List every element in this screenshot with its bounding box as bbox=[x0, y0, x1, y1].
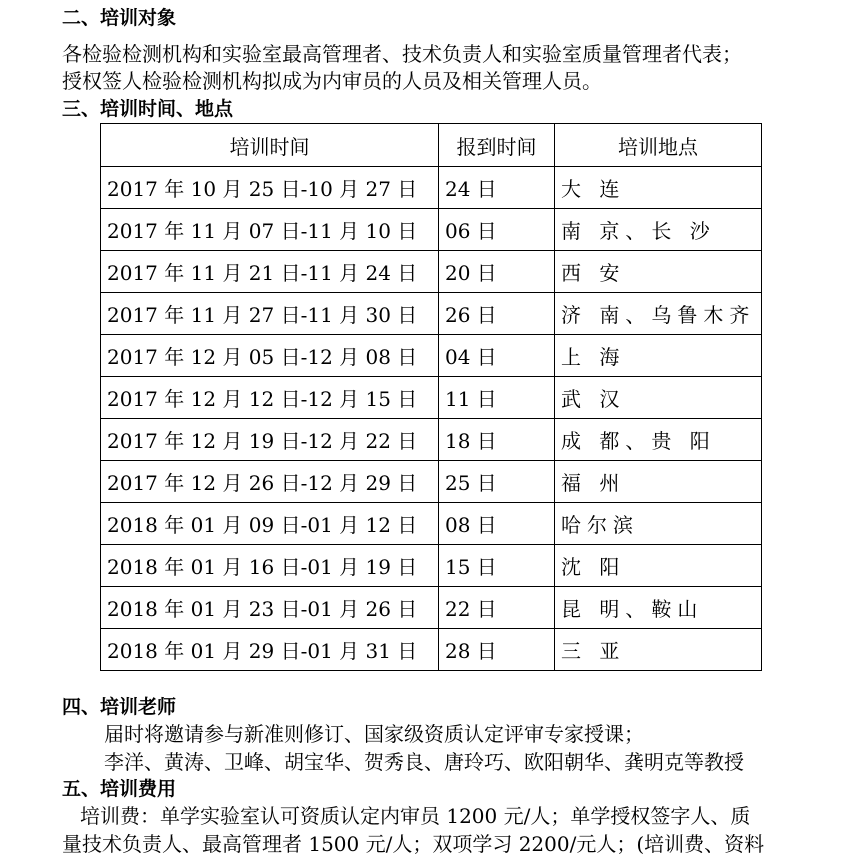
table-row bbox=[101, 545, 762, 587]
table-row bbox=[101, 419, 762, 461]
cell-training-time: 2018 年 01 月 29 日-01 月 31 日 bbox=[101, 629, 439, 671]
cell-training-location: 上 海 bbox=[555, 335, 762, 377]
table-row bbox=[101, 335, 762, 377]
table-row bbox=[101, 293, 762, 335]
cell-checkin-time: 28 日 bbox=[439, 629, 555, 671]
section-4-heading: 四、培训老师 bbox=[62, 696, 177, 718]
cell-training-location: 成 都、贵 阳 bbox=[555, 419, 762, 461]
cell-checkin-time: 22 日 bbox=[439, 587, 555, 629]
schedule-table bbox=[100, 123, 762, 671]
section-5-text-line-1: 培训费：单学实验室认可资质认定内审员 1200 元/人；单学授权签字人、质 bbox=[80, 804, 751, 828]
table-row bbox=[101, 629, 762, 671]
cell-training-time: 2017 年 11 月 21 日-11 月 24 日 bbox=[101, 251, 439, 293]
section-4-text-line-2: 李洋、黄涛、卫峰、胡宝华、贺秀良、唐玲巧、欧阳朝华、龚明克等教授 bbox=[104, 750, 744, 774]
cell-checkin-time: 18 日 bbox=[439, 419, 555, 461]
section-5-heading: 五、培训费用 bbox=[62, 778, 177, 800]
table-row bbox=[101, 587, 762, 629]
cell-training-location: 济 南、乌鲁木齐 bbox=[555, 293, 762, 335]
cell-checkin-time: 11 日 bbox=[439, 377, 555, 419]
cell-training-location: 福 州 bbox=[555, 461, 762, 503]
cell-training-time: 2017 年 10 月 25 日-10 月 27 日 bbox=[101, 167, 439, 209]
cell-checkin-time: 25 日 bbox=[439, 461, 555, 503]
table-row bbox=[101, 377, 762, 419]
cell-training-time: 2018 年 01 月 23 日-01 月 26 日 bbox=[101, 587, 439, 629]
cell-training-location: 哈尔滨 bbox=[555, 503, 762, 545]
section-4-text-line-1: 届时将邀请参与新准则修订、国家级资质认定评审专家授课； bbox=[104, 722, 644, 746]
cell-checkin-time: 15 日 bbox=[439, 545, 555, 587]
cell-training-location: 三 亚 bbox=[555, 629, 762, 671]
cell-training-location: 武 汉 bbox=[555, 377, 762, 419]
cell-training-location: 西 安 bbox=[555, 251, 762, 293]
table-row bbox=[101, 461, 762, 503]
section-2-text-line-1: 各检验检测机构和实验室最高管理者、技术负责人和实验室质量管理者代表； bbox=[62, 42, 742, 66]
cell-training-time: 2017 年 12 月 12 日-12 月 15 日 bbox=[101, 377, 439, 419]
cell-training-location: 沈 阳 bbox=[555, 545, 762, 587]
cell-checkin-time: 24 日 bbox=[439, 167, 555, 209]
section-3-heading: 三、培训时间、地点 bbox=[62, 98, 234, 120]
header-training-time: 培训时间 bbox=[101, 124, 439, 167]
header-checkin-time: 报到时间 bbox=[439, 124, 555, 167]
section-2-heading: 二、培训对象 bbox=[62, 7, 177, 29]
cell-training-location: 昆 明、鞍山 bbox=[555, 587, 762, 629]
cell-training-location: 大 连 bbox=[555, 167, 762, 209]
cell-training-time: 2017 年 11 月 07 日-11 月 10 日 bbox=[101, 209, 439, 251]
cell-checkin-time: 04 日 bbox=[439, 335, 555, 377]
table-row bbox=[101, 503, 762, 545]
cell-checkin-time: 06 日 bbox=[439, 209, 555, 251]
cell-checkin-time: 26 日 bbox=[439, 293, 555, 335]
cell-training-time: 2017 年 11 月 27 日-11 月 30 日 bbox=[101, 293, 439, 335]
section-5-text-line-2: 量技术负责人、最高管理者 1500 元/人；双项学习 2200/元人；(培训费、资料 bbox=[62, 832, 765, 856]
cell-training-time: 2018 年 01 月 09 日-01 月 12 日 bbox=[101, 503, 439, 545]
cell-training-time: 2017 年 12 月 19 日-12 月 22 日 bbox=[101, 419, 439, 461]
cell-training-time: 2017 年 12 月 26 日-12 月 29 日 bbox=[101, 461, 439, 503]
header-training-location: 培训地点 bbox=[555, 124, 762, 167]
cell-training-location: 南 京、长 沙 bbox=[555, 209, 762, 251]
table-row bbox=[101, 167, 762, 209]
cell-training-time: 2017 年 12 月 05 日-12 月 08 日 bbox=[101, 335, 439, 377]
table-row bbox=[101, 209, 762, 251]
cell-checkin-time: 08 日 bbox=[439, 503, 555, 545]
cell-checkin-time: 20 日 bbox=[439, 251, 555, 293]
section-2-text-line-2: 授权签人检验检测机构拟成为内审员的人员及相关管理人员。 bbox=[62, 69, 602, 93]
table-header-row bbox=[101, 124, 762, 167]
cell-training-time: 2018 年 01 月 16 日-01 月 19 日 bbox=[101, 545, 439, 587]
table-row bbox=[101, 251, 762, 293]
